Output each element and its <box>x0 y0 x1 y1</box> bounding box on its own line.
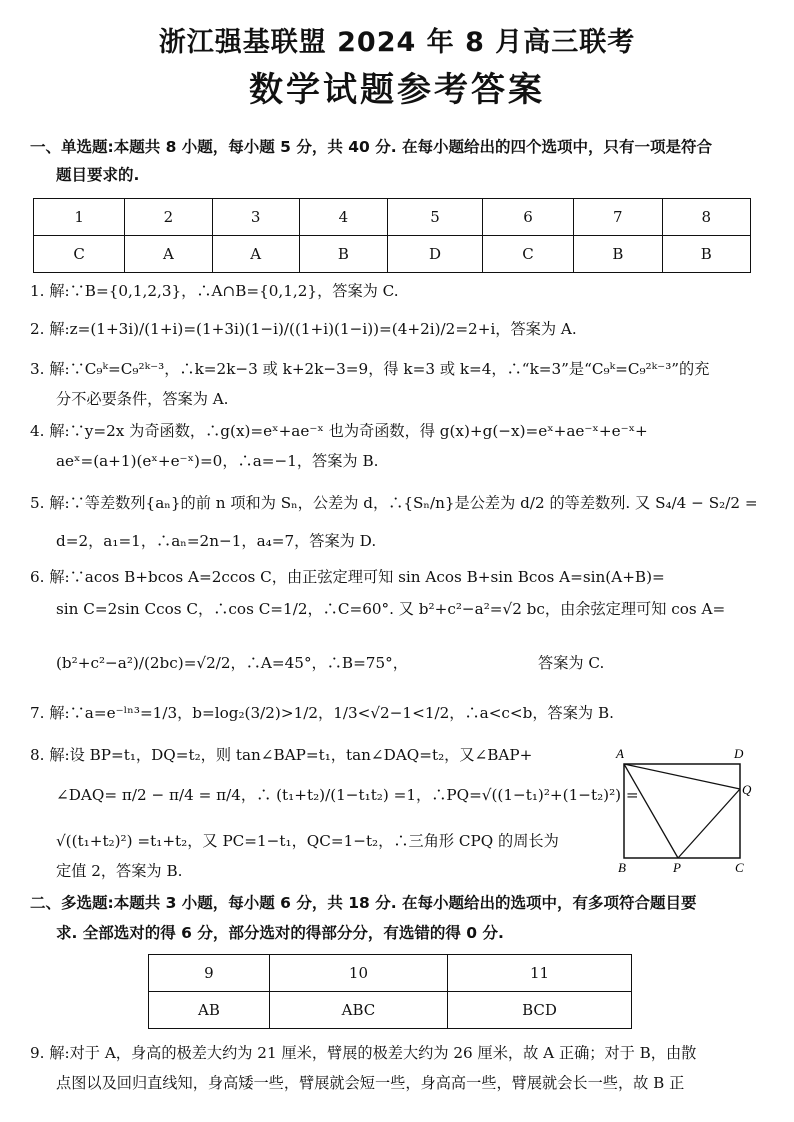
solution-9: 9. 解:对于 A，身高的极差大约为 21 厘米，臂展的极差大约为 26 厘米，故 A 正确；对于 B，由散 <box>30 1044 697 1062</box>
table-cell: BCD <box>448 992 632 1029</box>
solution-3: 3. 解:∵C₉ᵏ=C₉²ᵏ⁻³，∴k=2k−3 或 k+2k−3=9，得 k=3 或 k=4，∴“k=3”是“C₉ᵏ=C₉²ᵏ⁻³”的充 <box>30 360 710 378</box>
table-cell: 6 <box>482 199 573 236</box>
table-cell: B <box>662 236 750 273</box>
solution-6: 6. 解:∵acos B+bcos A=2ccos C，由正弦定理可知 sin Acos B+sin Bcos A=sin(A+B)= <box>30 568 665 586</box>
table-cell: 1 <box>34 199 125 236</box>
table-cell: C <box>34 236 125 273</box>
answer-table-single <box>33 198 751 273</box>
page-title: 浙江强基联盟 2024 年 8 月高三联考 <box>158 27 636 58</box>
table-cell: 3 <box>212 199 299 236</box>
solution-3-cont: 分不必要条件，答案为 A. <box>56 390 229 408</box>
solution-8-cont2: √((t₁+t₂)²) =t₁+t₂，又 PC=1−t₁，QC=1−t₂，∴三角形 CPQ 的周长为 <box>56 832 559 850</box>
table-cell: 10 <box>269 955 447 992</box>
section2-heading: 二、多选题:本题共 3 小题，每小题 6 分，共 18 分. 在每小题给出的选项中，有多项符合题目要 <box>30 894 697 912</box>
solution-4-cont: aeˣ=(a+1)(eˣ+e⁻ˣ)=0，∴a=−1，答案为 B. <box>56 452 379 470</box>
answer-table-multi <box>148 954 632 1029</box>
table-cell: AB <box>149 992 270 1029</box>
table-cell: 11 <box>448 955 632 992</box>
table-cell: 2 <box>125 199 212 236</box>
page-subtitle: 数学试题参考答案 <box>249 70 545 110</box>
segment-aq <box>624 764 740 789</box>
solution-8-cont3: 定值 2，答案为 B. <box>56 862 183 880</box>
solution-6-cont2: (b²+c²−a²)/(2bc)=√2/2，∴A=45°，∴B=75°， <box>56 654 408 672</box>
table-cell: B <box>299 236 387 273</box>
label-b: B <box>618 860 626 874</box>
table-cell: 9 <box>149 955 270 992</box>
label-p: P <box>673 860 681 874</box>
square-figure <box>612 744 760 874</box>
solution-2: 2. 解:z=(1+3i)/(1+i)=(1+3i)(1−i)/((1+i)(1−i))=(4+2i)/2=2+i，答案为 A. <box>30 320 577 338</box>
section1-heading: 一、单选题:本题共 8 小题，每小题 5 分，共 40 分. 在每小题给出的四个选项中，只有一项是符合 <box>30 138 713 156</box>
table-cell: B <box>574 236 662 273</box>
solution-7: 7. 解:∵a=e⁻ˡⁿ³=1/3，b=log₂(3/2)>1/2，1/3<√2−1<1/2，∴a<c<b，答案为 B. <box>30 704 614 722</box>
segment-ap <box>624 764 678 858</box>
label-a: A <box>616 746 624 761</box>
table-cell: 4 <box>299 199 387 236</box>
section2-heading-cont: 求. 全部选对的得 6 分，部分选对的得部分分，有选错的得 0 分. <box>56 924 504 942</box>
table-cell: A <box>125 236 212 273</box>
solution-8-cont: ∠DAQ= π/2 − π/4 = π/4，∴ (t₁+t₂)/(1−t₁t₂) =1，∴PQ=√((1−t₁)²+(1−t₂)²) = <box>56 786 639 804</box>
table-cell: 8 <box>662 199 750 236</box>
table-row-answers <box>34 236 751 273</box>
solution-9-cont: 点图以及回归直线知，身高矮一些，臂展就会短一些，身高高一些，臂展就会长一些，故 B 正 <box>56 1074 685 1092</box>
table-row-numbers <box>149 955 632 992</box>
table-cell: A <box>212 236 299 273</box>
solution-8: 8. 解:设 BP=t₁，DQ=t₂，则 tan∠BAP=t₁，tan∠DAQ=t₂，又∠BAP+ <box>30 746 533 764</box>
solution-6-answer: 答案为 C. <box>538 654 605 672</box>
label-c: C <box>735 860 744 874</box>
solution-1: 1. 解:∵B={0,1,2,3}，∴A∩B={0,1,2}，答案为 C. <box>30 282 399 300</box>
table-row-numbers <box>34 199 751 236</box>
table-cell: 5 <box>388 199 483 236</box>
solution-6-cont: sin C=2sin Ccos C，∴cos C=1/2，∴C=60°. 又 b²+c²−a²=√2 bc，由余弦定理可知 cos A= <box>56 600 726 618</box>
label-d: D <box>734 746 744 761</box>
segment-pq <box>678 789 740 858</box>
label-q: Q <box>742 782 752 797</box>
square-outline <box>624 764 740 858</box>
table-cell: C <box>482 236 573 273</box>
section1-heading-cont: 题目要求的. <box>56 166 140 184</box>
solution-4: 4. 解:∵y=2x 为奇函数，∴g(x)=eˣ+ae⁻ˣ 也为奇函数，得 g(x)+g(−x)=eˣ+ae⁻ˣ+e⁻ˣ+ <box>30 422 648 440</box>
table-cell: D <box>388 236 483 273</box>
table-cell: 7 <box>574 199 662 236</box>
solution-5-cont: d=2，a₁=1，∴aₙ=2n−1，a₄=7，答案为 D. <box>56 532 377 550</box>
solution-5: 5. 解:∵等差数列{aₙ}的前 n 项和为 Sₙ，公差为 d，∴{Sₙ/n}是公差为 d/2 的等差数列. 又 S₄/4 − S₂/2 = <box>30 494 758 512</box>
table-row-answers <box>149 992 632 1029</box>
table-cell: ABC <box>269 992 447 1029</box>
